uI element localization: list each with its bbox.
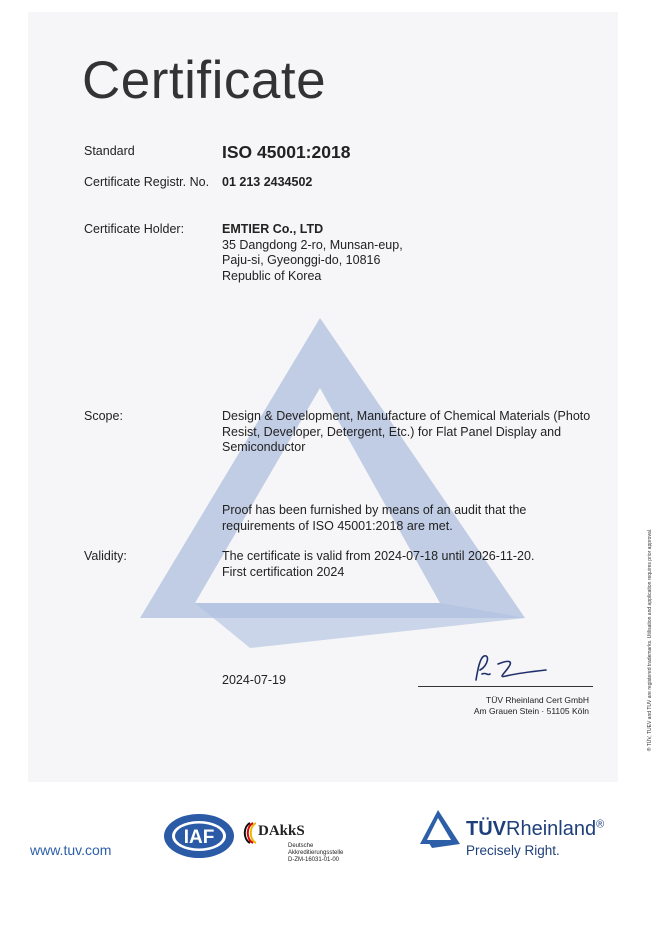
scope-line: Resist, Developer, Detergent, Etc.) for Flat Panel Display and (222, 424, 562, 439)
tuv-rheinland-wordmark (466, 818, 604, 841)
dakks-logo-text: DAkkS (258, 823, 305, 839)
scope-block (222, 409, 590, 456)
holder-address-line: Paju-si, Gyeonggi-do, 10816 (222, 253, 381, 267)
validity-line: First certification 2024 (222, 564, 345, 579)
scope-line: Semiconductor (222, 440, 306, 454)
proof-line: Proof has been furnished by means of an audit that the (222, 503, 527, 517)
signature (468, 650, 558, 686)
dakks-line: Deutsche (288, 843, 314, 849)
scope-line: Design & Development, Manufacture of Chemical Materials (Photo (222, 409, 591, 423)
issue-date: 2024-07-19 (222, 673, 286, 687)
holder-label: Certificate Holder: (84, 222, 185, 236)
trademark-note: ® TÜV, TUEV and TUV are registered trademarks. Utilisation and application requires prior approval. (647, 528, 653, 752)
website-link[interactable]: www.tuv.com (30, 842, 112, 858)
validity-line: The certificate is valid from 2024-07-18 until 2026-11-20. (222, 549, 535, 563)
tuv-watermark-triangle (140, 318, 530, 648)
validity-block (222, 549, 534, 580)
signature-line (418, 686, 593, 687)
standard-value: ISO 45001:2018 (222, 142, 351, 162)
iaf-text: IAF (183, 827, 215, 848)
validity-label: Validity: (84, 549, 127, 563)
german-flag-icon (240, 822, 256, 844)
tuv-brand-bold: TÜV (466, 818, 506, 840)
issuer-name: TÜV Rheinland Cert GmbH (486, 695, 589, 705)
standard-label: Standard (84, 144, 135, 158)
issuer-address: Am Grauen Stein · 51105 Köln (473, 706, 589, 716)
registr-label: Certificate Registr. No. (84, 175, 210, 189)
holder-address-line: 35 Dangdong 2-ro, Munsan-eup, (222, 237, 403, 252)
proof-line: requirements of ISO 45001:2018 are met. (222, 518, 453, 533)
dakks-line: D-ZM-16031-01-00 (288, 857, 340, 863)
dakks-subtext (288, 843, 343, 864)
tuv-brand-rest: Rheinland (506, 818, 597, 840)
certificate-title: Certificate (82, 51, 327, 110)
holder-address-line: Republic of Korea (222, 268, 322, 283)
holder-block (222, 222, 403, 284)
tuv-triangle-logo-icon (418, 808, 462, 848)
tuv-claim: Precisely Right. (466, 843, 560, 858)
iaf-logo (163, 813, 235, 859)
dakks-line: Akkreditierungsstelle (288, 850, 344, 856)
scope-label: Scope: (84, 409, 123, 423)
proof-block (222, 503, 526, 534)
registr-value: 01 213 2434502 (222, 175, 313, 189)
holder-name: EMTIER Co., LTD (222, 222, 324, 236)
registered-mark: ® (596, 818, 605, 831)
